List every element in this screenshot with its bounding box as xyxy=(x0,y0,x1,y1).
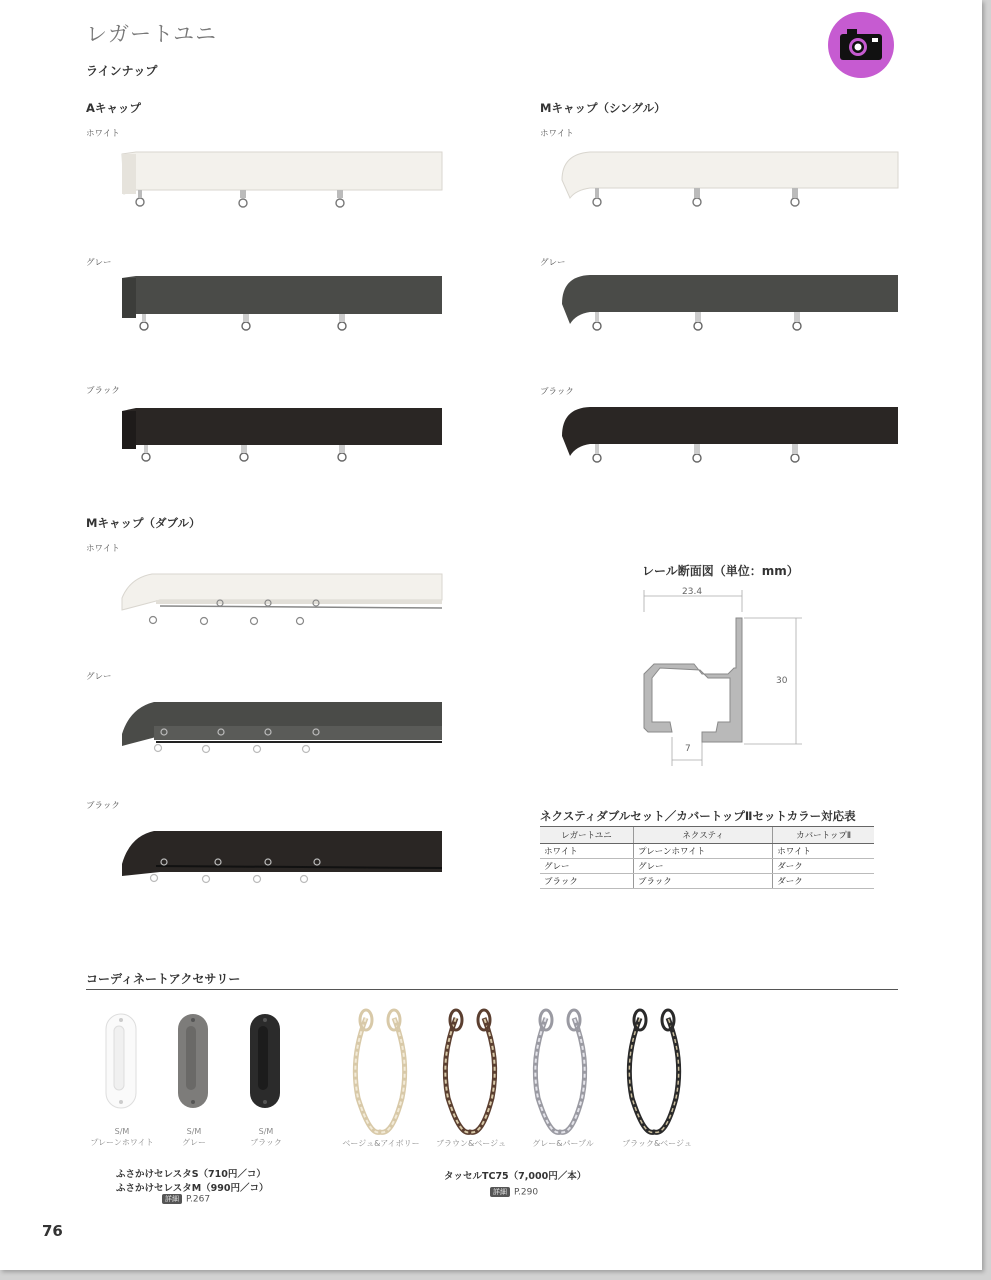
hook-caption: S/M プレーンホワイト xyxy=(90,1127,154,1147)
cross-section-title: レール断面図（単位：mm） xyxy=(642,564,799,578)
hook-detail-ref[interactable]: 詳細 P.267 xyxy=(162,1194,210,1205)
rail-m-double-grey xyxy=(120,698,444,758)
table-header: カバートップⅡ xyxy=(773,827,874,844)
lineup-heading: ラインナップ xyxy=(86,64,158,78)
rail-m-single-white xyxy=(560,150,900,214)
tassel-image-grey xyxy=(526,1008,594,1138)
table-cell: ホワイト xyxy=(540,844,633,859)
table-header: レガートユニ xyxy=(540,827,633,844)
table-row xyxy=(540,859,874,874)
color-label: グレー xyxy=(540,258,566,268)
cross-section-gap: 7 xyxy=(685,744,691,754)
table-cell: ダーク xyxy=(773,859,874,874)
tassel-caption: ブラウン&ベージュ xyxy=(436,1139,506,1148)
hook-product-name: ふさかけセレスタM（990円／コ） xyxy=(116,1183,269,1194)
tassel-caption: グレー&パープル xyxy=(532,1139,594,1148)
section-a-cap: Aキャップ xyxy=(86,101,141,115)
rail-a-cap-white xyxy=(118,150,444,214)
table-cell: グレー xyxy=(633,859,772,874)
accessories-title: コーディネートアクセサリー xyxy=(86,972,241,986)
table-cell: ブラック xyxy=(540,874,633,889)
table-header: ネクスティ xyxy=(633,827,772,844)
table-row xyxy=(540,844,874,859)
table-cell: ダーク xyxy=(773,874,874,889)
table-cell: グレー xyxy=(540,859,633,874)
hook-caption: S/M グレー xyxy=(182,1127,206,1147)
rail-a-cap-black xyxy=(118,405,444,469)
tassel-image-black xyxy=(620,1008,688,1138)
rail-m-single-grey xyxy=(560,272,900,336)
tassel-caption: ブラック&ベージュ xyxy=(622,1139,692,1148)
tassel-image-beige xyxy=(346,1008,414,1138)
camera-icon[interactable] xyxy=(828,12,894,78)
color-label: グレー xyxy=(86,672,112,682)
tassel-product-name: タッセルTC75（7,000円／本） xyxy=(444,1171,587,1182)
table-row xyxy=(540,874,874,889)
color-label: グレー xyxy=(86,258,112,268)
table-cell: ホワイト xyxy=(773,844,874,859)
color-correspondence-table xyxy=(540,826,874,889)
tassel-detail-ref[interactable]: 詳細 P.290 xyxy=(490,1187,538,1198)
color-label: ホワイト xyxy=(540,129,574,139)
rail-m-single-black xyxy=(560,404,900,468)
hook-caption: S/M ブラック xyxy=(250,1127,282,1147)
section-m-cap-single: Mキャップ（シングル） xyxy=(540,101,666,115)
rail-m-double-black xyxy=(120,828,444,888)
color-label: ホワイト xyxy=(86,544,120,554)
color-label: ブラック xyxy=(86,386,120,396)
hook-image-white xyxy=(100,1012,144,1112)
color-label: ホワイト xyxy=(86,129,120,139)
rail-m-double-white xyxy=(120,570,444,630)
table-cell: プレーンホワイト xyxy=(633,844,772,859)
rail-a-cap-grey xyxy=(118,272,444,336)
section-m-cap-double: Mキャップ（ダブル） xyxy=(86,516,201,530)
divider xyxy=(86,989,898,990)
tassel-caption: ベージュ&アイボリー xyxy=(342,1139,420,1148)
table-cell: ブラック xyxy=(633,874,772,889)
color-table-title: ネクスティダブルセット／カバートップⅡセットカラー対応表 xyxy=(540,809,856,823)
cross-section-width: 23.4 xyxy=(682,587,703,597)
page-title: レガートユニ xyxy=(86,22,218,46)
hook-image-grey xyxy=(172,1012,216,1112)
hook-product-name: ふさかけセレスタS（710円／コ） xyxy=(116,1169,266,1180)
page-number: 76 xyxy=(42,1222,63,1240)
tassel-image-brown xyxy=(436,1008,504,1138)
color-label: ブラック xyxy=(540,387,574,397)
cross-section-height: 30 xyxy=(776,676,788,686)
color-label: ブラック xyxy=(86,801,120,811)
hook-image-black xyxy=(244,1012,288,1112)
